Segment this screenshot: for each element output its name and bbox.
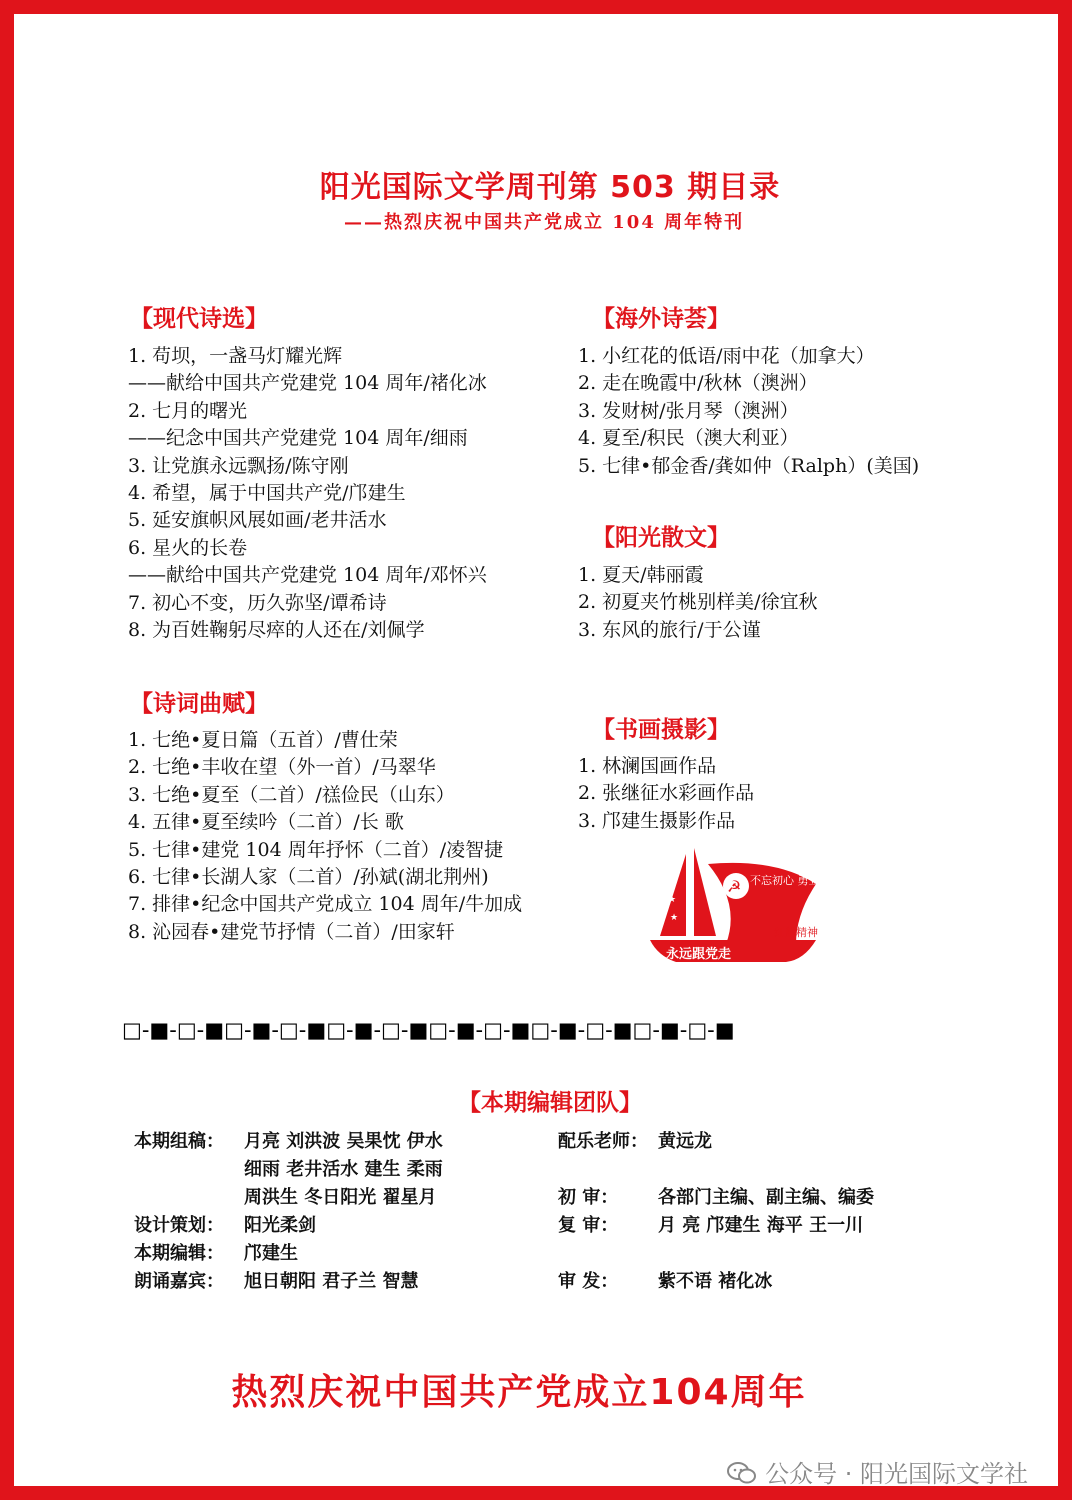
team-label: 本期编辑： (134, 1243, 224, 1264)
list-item[interactable]: 4. 希望，属于中国共产党/邝建生 (128, 481, 406, 504)
team-row (134, 1240, 298, 1268)
list-item[interactable]: 2. 七绝•丰收在望（外一首）/马翠华 (128, 756, 436, 779)
red-boat-logo (646, 844, 842, 974)
list-overseas (578, 343, 919, 480)
team-value: 旭日朝阳 君子兰 智慧 (244, 1271, 419, 1292)
team-row (134, 1212, 316, 1240)
list-item[interactable]: ——纪念中国共产党建党 104 周年/细雨 (128, 427, 468, 450)
list-art (578, 753, 754, 835)
page-subtitle: ——热烈庆祝中国共产党成立 104 周年特刊 (344, 212, 745, 233)
celebration-slogan: 热烈庆祝中国共产党成立104周年 (231, 1372, 807, 1413)
section-heading-overseas: 【海外诗荟】 (592, 306, 730, 332)
team-value: 紫不语 褚化冰 (658, 1271, 773, 1292)
list-item[interactable]: 1. 夏天/韩丽霞 (578, 564, 704, 586)
logo-banner-text: 永远跟党走 (666, 947, 732, 962)
list-item[interactable]: 3. 七绝•夏至（二首）/禚俭民（山东） (128, 783, 455, 806)
team-label: 审 发： (558, 1271, 619, 1292)
team-row (558, 1268, 772, 1296)
section-heading-classical-poetry: 【诗词曲赋】 (130, 691, 268, 717)
section-divider: □-■-□-■□-■-□-■□-■-□-■□-■-□-■□-■-□-■□-■-□-■ (122, 1018, 735, 1042)
svg-text:★: ★ (668, 895, 677, 905)
list-modern-poetry (128, 343, 487, 644)
list-item[interactable]: 4. 五律•夏至续吟（二首）/长 歌 (128, 811, 404, 834)
watermark-text: 公众号 · 阳光国际文学社 (765, 1460, 1028, 1488)
list-item[interactable]: 1. 小红花的低语/雨中花（加拿大） (578, 345, 875, 367)
list-item[interactable]: 2. 张继征水彩画作品 (578, 782, 755, 805)
team-row (558, 1212, 863, 1240)
svg-text:☭: ☭ (727, 877, 742, 896)
list-classical-poetry (128, 727, 522, 946)
list-item[interactable]: 3. 发财树/张月琴（澳洲） (578, 399, 799, 422)
team-label: 朗诵嘉宾： (134, 1271, 224, 1292)
list-item[interactable]: 2. 走在晚霞中/秋林（澳洲） (578, 372, 818, 395)
list-item[interactable]: 3. 让党旗永远飘扬/陈守刚 (128, 454, 349, 477)
section-heading-prose: 【阳光散文】 (592, 525, 730, 551)
team-row (134, 1268, 419, 1296)
team-label: 复 审： (558, 1215, 619, 1236)
list-item[interactable]: ——献给中国共产党建党 104 周年/邓怀兴 (128, 564, 487, 587)
list-item[interactable]: ——献给中国共产党建党 104 周年/褚化冰 (128, 372, 487, 395)
list-item[interactable]: 8. 为百姓鞠躬尽瘁的人还在/刘佩学 (128, 618, 425, 641)
list-item[interactable]: 8. 沁园春•建党节抒情（二首）/田家轩 (128, 920, 455, 943)
wechat-icon (727, 1461, 757, 1485)
list-prose (578, 562, 818, 644)
team-heading: 【本期编辑团队】 (458, 1090, 642, 1116)
list-item[interactable]: 5. 延安旗帜风展如画/老井活水 (128, 509, 387, 532)
list-item[interactable]: 1. 林澜国画作品 (578, 755, 717, 777)
svg-text:★: ★ (670, 913, 679, 923)
list-item[interactable]: 7. 排律•纪念中国共产党成立 104 周年/牛加成 (128, 893, 523, 916)
list-item[interactable]: 5. 七律•建党 104 周年抒怀（二首）/凌智捷 (128, 838, 504, 861)
team-value: 邝建生 (244, 1243, 298, 1264)
list-item[interactable]: 3. 东风的旅行/于公谨 (578, 618, 761, 641)
team-label: 设计策划： (134, 1215, 224, 1236)
page-title: 阳光国际文学周刊第 503 期目录 (319, 170, 781, 205)
team-label: 初 审： (558, 1187, 619, 1208)
section-heading-art: 【书画摄影】 (592, 717, 730, 743)
list-item[interactable]: 2. 初夏夹竹桃别样美/徐宜秋 (578, 591, 818, 614)
team-value: 黄远龙 (658, 1131, 712, 1152)
team-value: 月亮 刘洪波 吴果忱 伊水 (244, 1131, 443, 1152)
list-item[interactable]: 1. 七绝•夏日篇（五首）/曹仕荣 (128, 729, 398, 751)
list-item[interactable]: 3. 邝建生摄影作品 (578, 809, 736, 832)
team-row (558, 1184, 874, 1212)
list-item[interactable]: 2. 七月的曙光 (128, 399, 248, 422)
list-item[interactable]: 5. 七律•郁金香/龚如仲（Ralph）(美国) (578, 454, 920, 477)
team-row (134, 1156, 443, 1184)
team-value: 月 亮 邝建生 海平 王一川 (658, 1215, 864, 1236)
team-label: 配乐老师： (558, 1131, 648, 1152)
logo-flag-text: 不忘初心 勇立潮头 (750, 874, 842, 887)
team-row (558, 1128, 712, 1156)
svg-text:★: ★ (670, 877, 679, 887)
team-row (134, 1128, 443, 1156)
team-value: 阳光柔剑 (244, 1215, 316, 1236)
list-item[interactable]: 7. 初心不变，历久弥坚/谭希诗 (128, 591, 387, 614)
list-item[interactable]: 1. 苟坝，一盏马灯耀光辉 (128, 345, 343, 367)
team-label: 本期组稿： (134, 1131, 224, 1152)
team-value: 周洪生 冬日阳光 翟星月 (244, 1187, 437, 1208)
list-item[interactable]: 6. 七律•长湖人家（二首）/孙斌(湖北荆州) (128, 865, 489, 888)
list-item[interactable]: 4. 夏至/积民（澳大利亚） (578, 427, 799, 450)
logo-boat-text: 红船精神 (774, 926, 818, 939)
team-row (134, 1184, 437, 1212)
list-item[interactable]: 6. 星火的长卷 (128, 536, 248, 559)
team-value: 细雨 老井活水 建生 柔雨 (244, 1159, 443, 1180)
team-value: 各部门主编、副主编、编委 (658, 1187, 874, 1208)
wechat-watermark (727, 1454, 1028, 1489)
section-heading-modern-poetry: 【现代诗选】 (130, 306, 268, 332)
